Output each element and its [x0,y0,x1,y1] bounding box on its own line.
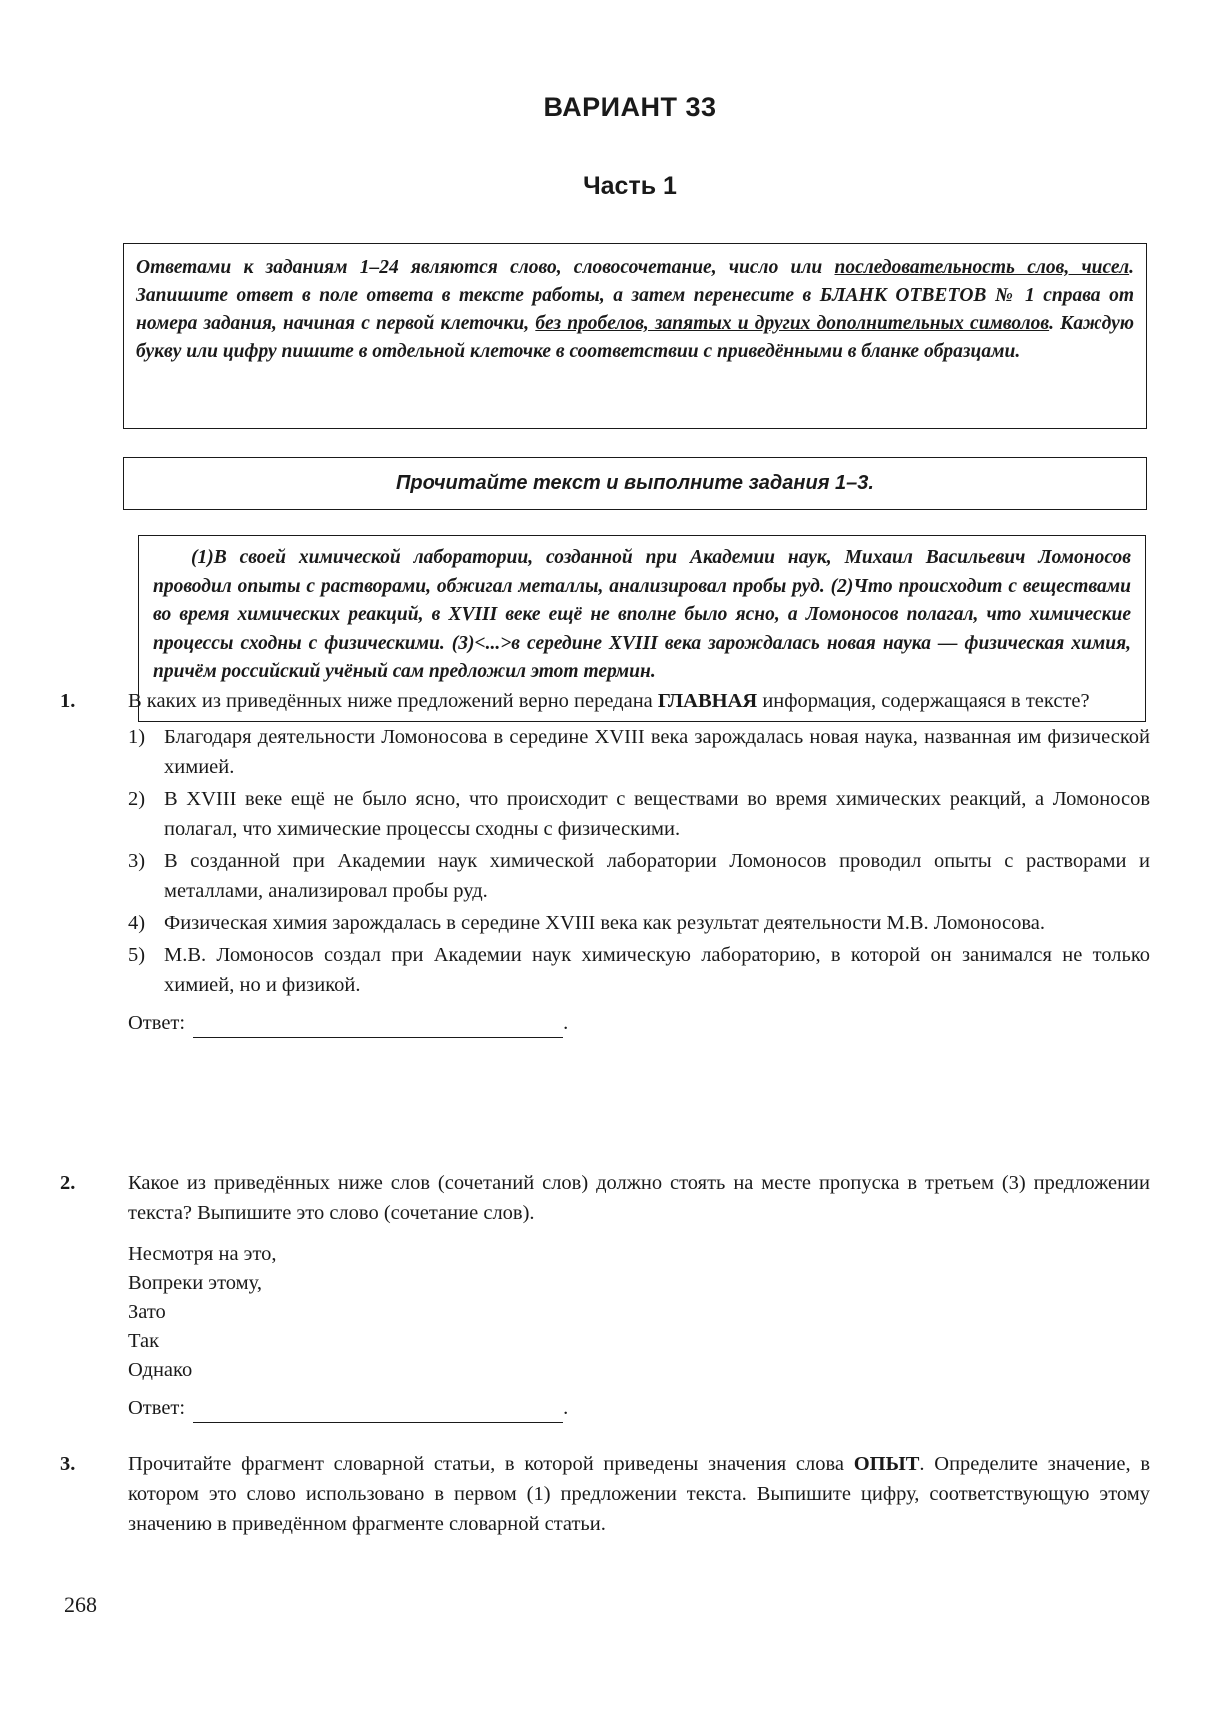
option-item: 3) В созданной при Академии наук химической лаборатории Ломоносов проводил опыты с растворами и металлами, анализировал пробы руд. [128,850,1150,902]
answer-label: Ответ: [128,1397,186,1419]
read-prompt: Прочитайте текст и выполните задания 1–3. [396,472,874,494]
task-2 [60,1168,1150,1423]
option-item: 2) В XVIII веке ещё не было ясно, что происходит с веществами во время химических реакций, а Ломоносов полагал, что химические процессы сходны с физическими. [128,788,1150,840]
task-number: 2. [60,1172,76,1194]
word-option: Так [128,1330,160,1352]
answer-row: Ответ: . [128,1008,1150,1038]
part-title: Часть 1 [583,172,677,200]
answer-field[interactable] [193,1400,563,1423]
answer-field[interactable] [193,1015,563,1038]
word-options [128,1240,1150,1385]
instructions-text: Ответами к заданиям 1–24 являются слово, словосочетание, число или последовательность слов, чисел. Запишите ответ в поле ответа в тексте работы, а затем перенесите в БЛАНК ОТВЕТОВ № 1 справа от номера задания, начиная с первой клеточки, без пробелов, запятых и других дополнительных символов. Каждую букву или цифру пишите в отдельной клеточке в соответствии с приведёнными в бланке образцами. [136,257,1134,362]
task-question: Какое из приведённых ниже слов (сочетаний слов) должно стоять на месте пропуска в третьем (3) предложении текста? Выпишите это слово (сочетание слов). [128,1172,1150,1224]
option-item: 4) Физическая химия зарождалась в середине XVIII века как результат деятельности М.В. Ломоносова. [128,912,1045,934]
task-question: Прочитайте фрагмент словарной статьи, в которой приведены значения слова ОПЫТ. Определите значение, в котором это слово использовано в первом (1) предложении текста. Выпишите цифру, соответствующую этому значению в приведённом фрагменте словарной статьи. [128,1453,1150,1535]
task-question: В каких из приведённых ниже предложений верно передана ГЛАВНАЯ информация, содержащаяся в тексте? [128,690,1090,712]
instructions-box [123,243,1147,429]
answer-label: Ответ: [128,1012,186,1034]
answer-row: Ответ: . [128,1393,1150,1423]
read-prompt-box [123,457,1147,510]
word-option: Однако [128,1359,193,1381]
task-1 [60,686,1150,1038]
task-number: 1. [60,690,76,712]
task-number: 3. [60,1453,76,1475]
option-item: 5) М.В. Ломоносов создал при Академии наук химическую лабораторию, в которой он занимался не только химией, но и физикой. [128,944,1150,996]
word-option: Несмотря на это, [128,1243,277,1265]
option-item: 1) Благодаря деятельности Ломоносова в середине XVIII века зарождалась новая наука, названная им физической химией. [128,726,1150,778]
variant-title: ВАРИАНТ 33 [543,92,717,122]
word-option: Вопреки этому, [128,1272,262,1294]
task-3 [60,1449,1150,1539]
page-number: 268 [64,1592,97,1617]
source-text: (1)В своей химической лаборатории, созданной при Академии наук, Михаил Васильевич Ломоносов проводил опыты с растворами, обжигал металлы, анализировал пробы руд. (2)Что происходит с веществами во время химических реакций, в XVIII веке ещё не вполне было ясно, а Ломоносов полагал, что химические процессы сходны с физическими. (3)<...>в середине XVIII века зарождалась новая наука — физическая химия, причём российский учёный сам предложил этот термин. [153,547,1131,682]
word-option: Зато [128,1301,166,1323]
options-list [128,722,1150,1000]
